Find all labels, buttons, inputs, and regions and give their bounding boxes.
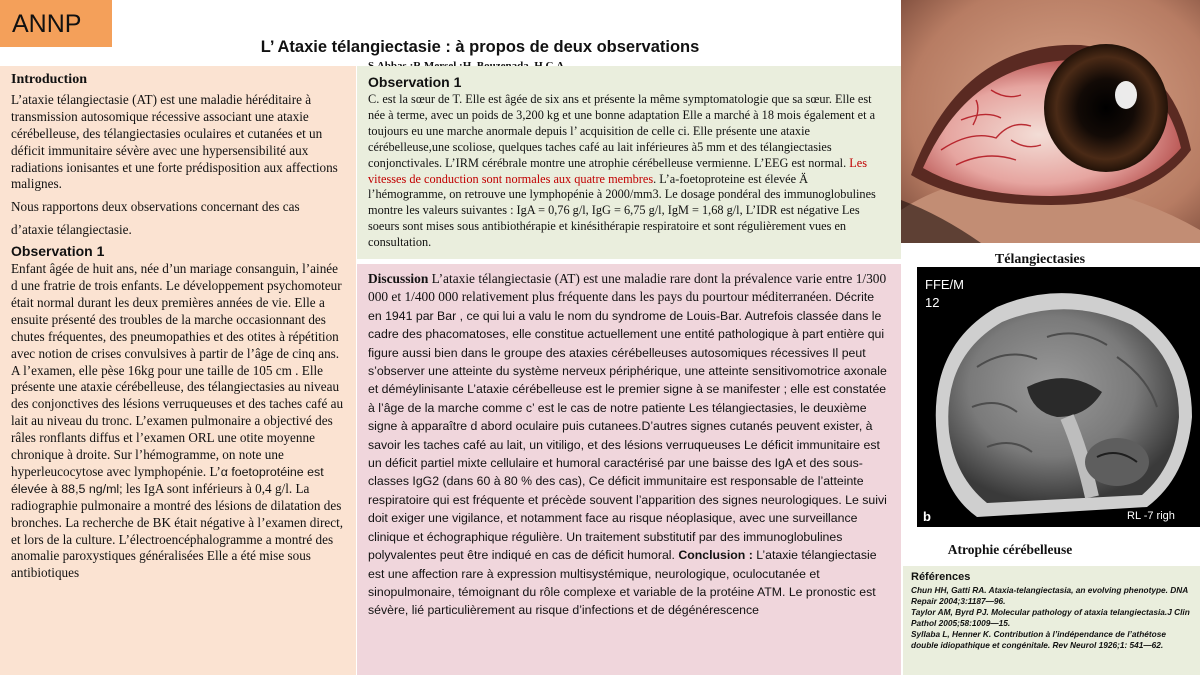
conclusion-heading: Conclusion : (678, 548, 753, 563)
introduction-paragraph-3: d’ataxie télangiectasie. (11, 222, 132, 238)
mri-label-b: b (923, 509, 931, 524)
discussion-text-sans: Décrite en 1941 par Bar , ce qui lui a valu le nom du syndrome de Louis-Bar. Autrefois classée dans le cadre des phacomatoses, elle constitue actuellement une entité pathologique à part entière qui figure aussi bien dans le groupe des ataxies cérébelleuses autosomiques récessives Il peut s’observer une atteinte du système nerveux périphérique, une atteinte sensitivomotrice axonale et déméylinisante L’ataxie cérébelleuse est le premier signe à se manifester ; elle est constatée à l’âge de la marche comme c’ est le cas de notre patiente Les télangiectasies, le deuxième signe à apparaître d abord oculaire puis cutanees.D’autres signes cutanés peuvent exister, à savoir les taches café au lait, un vitiligo, et des lésions verruqueuses Le déficit immunitaire est un déficit partiel mixte cellulaire et humoral caractérisé par une baisse des IgA et des sous-classes IgG2 (dans 60 à 80 % des cas), Ce déficit immunitaire est responsable de l’atteinte respiratoire qui est fréquente et précède souvent l’apparition des signes neurologiques. Le suivi doit exiger une vigilance, et notamment face au risque néoplasique, avec une surveillance clinique et échographique régulière. Un traitement substitutif par des immunoglobulines polyvalentes peut être indiqué en cas de déficit humoral. (368, 290, 887, 563)
reference-item: Chun HH, Gatti RA. Ataxia-telangiectasia, an evolving phenotype. DNA Repair 2004;3:1187—96. (911, 585, 1188, 606)
mri-label-ffe: FFE/M (925, 277, 964, 292)
mri-label-rl: RL -7 righ (1127, 510, 1175, 522)
eye-photo (901, 0, 1200, 243)
discussion-text-serif: L’ataxie télangiectasie (AT) est une maladie rare dont la prévalence varie entre 1/300 000 et 1/400 000 relativement plus fréquente dans les pays du pourtour méditerranéen. (368, 271, 887, 305)
references-heading: Références (911, 571, 971, 583)
introduction-paragraph-2: Nous rapportons deux observations concernant des cas (11, 199, 300, 215)
observation-1-heading: Observation 1 (11, 243, 105, 260)
observation-2-heading: Observation 1 (368, 74, 462, 90)
obs2-text-red: Les vitesses de conduction sont normales aux quatre membres (368, 155, 867, 186)
reference-item: Syllaba L, Henner K. Contribution à l’indépendance de l’athétose double idiopathique et congénitale. Rev Neurol 1926;1: 541—62. (911, 629, 1166, 650)
cerebellar-atrophy-caption: Atrophie cérébelleuse (947, 542, 1073, 557)
obs1-text-c: les IgA sont inférieurs à 0,4 g/l. La radiographie pulmonaire a montré des lésions de dilatation des bronches. La recherche de BK était négative à l’examen direct, et lors de la culture. L’électroencéphalogramme a montré des anomalie paroxystiques généralisées Elle a été mise sous antibiotiques (11, 480, 344, 581)
discussion-text (368, 270, 889, 620)
discussion-panel (357, 264, 901, 675)
annp-logo: ANNP (0, 0, 112, 47)
mri-image (917, 267, 1200, 527)
discussion-heading: Discussion (368, 271, 429, 286)
conclusion-text: L’ataxie télangiectasie est une affection rare à expression multisystémique, neurologique, oculocutanée et sinopulmonaire, témoignant du rôle complexe et variable de la protéine ATM. Le pronostic est sévère, lié particulièrement au risque d’infections et de dégénérescence (368, 548, 877, 618)
obs2-text-b: . L’a-foetoproteine est élevée Ä l’hémogramme, on retrouve une lymphopénie à 2000/mm3. Le dosage pondéral des immunoglobulines montre les valeurs suivantes : IgA = 0,76 g/l, IgG = 6,75 g/l, IgM = 1,68 g/l, L’IDR est négative Les soeurs sont mises sous antibiothérapie et kinésithérapie respiratoire et sont régulièrement vues en consultation. (368, 171, 876, 250)
observation-2-text (368, 92, 889, 251)
references-panel (903, 566, 1200, 675)
reference-item: Taylor AM, Byrd PJ. Molecular pathology of ataxia telangiectasia.J Clin Pathol 2005;58:1009—15. (911, 607, 1190, 628)
obs2-text-a: C. est la sœur de T. Elle est âgée de six ans et présente la même symptomatologie que sa sœur. Elle est née à terme, avec un poids de 3,200 kg et une bonne adaptation Elle a marché à 18 mois également et a toujours eu une marche anormale depuis l’ acquisition de celle ci. Elle présente une ataxie cérébelleuse,une scoliose, quelques taches café au lait inférieures à5 mm et des télangiectasies conjonctivales. L’IRM cérébrale montre une atrophie cérébelleuse vermienne. L’EEG est normal. (368, 92, 876, 170)
observation-1-text (11, 261, 346, 582)
obs1-text-b: α foetoprotéine est élevée à 88,5 ng/ml; (11, 464, 324, 496)
eye-photo-illustration (901, 0, 1200, 243)
introduction-paragraph: L’ataxie télangiectasie (AT) est une maladie héréditaire à transmission autosomique récessive associant une ataxie cérébelleuse, des télangiectasies oculaires et cutanées et un déficit immunitaire sévère avec une hypersensibilité aux radiations ionisantes et une forte prédisposition aux affections malignes. (11, 91, 338, 192)
introduction-heading: Introduction (11, 72, 87, 87)
obs1-text-a: Enfant âgée de huit ans, née d’un mariage consanguin, l’ainée d une fratrie de trois enfants. Le développement psychomoteur était normal durant les deux premières années de vie. Elle a ensuite présenté des troubles de la marche occasionnant des chutes fréquentes, des pneumopathies et des otites à répétition avec notion de crises convulsives à partir de l’âge de cinq ans. A l’examen, elle pèse 16kg pour une taille de 105 cm . Elle présente une ataxie cérébelleuse, des télangiectasies au niveau des conjonctives des lésions verruqueuses et des taches café au lait au niveau du tronc. L’examen pulmonaire a objectivé des râles ronflants diffus et l’examen ORL une otite moyenne chronique à droite. Sur l’hémogramme, on note une hyperleucocytose avec lymphopénie. L’ (11, 261, 344, 479)
observation-2-panel (357, 66, 901, 259)
mri-label-12: 12 (925, 295, 940, 310)
left-column (0, 66, 356, 675)
poster-title: L’ Ataxie télangiectasie : à propos de deux observations (260, 38, 700, 56)
telangiectasia-caption: Télangiectasies (994, 252, 1086, 267)
brain-mri-illustration (917, 267, 1200, 527)
